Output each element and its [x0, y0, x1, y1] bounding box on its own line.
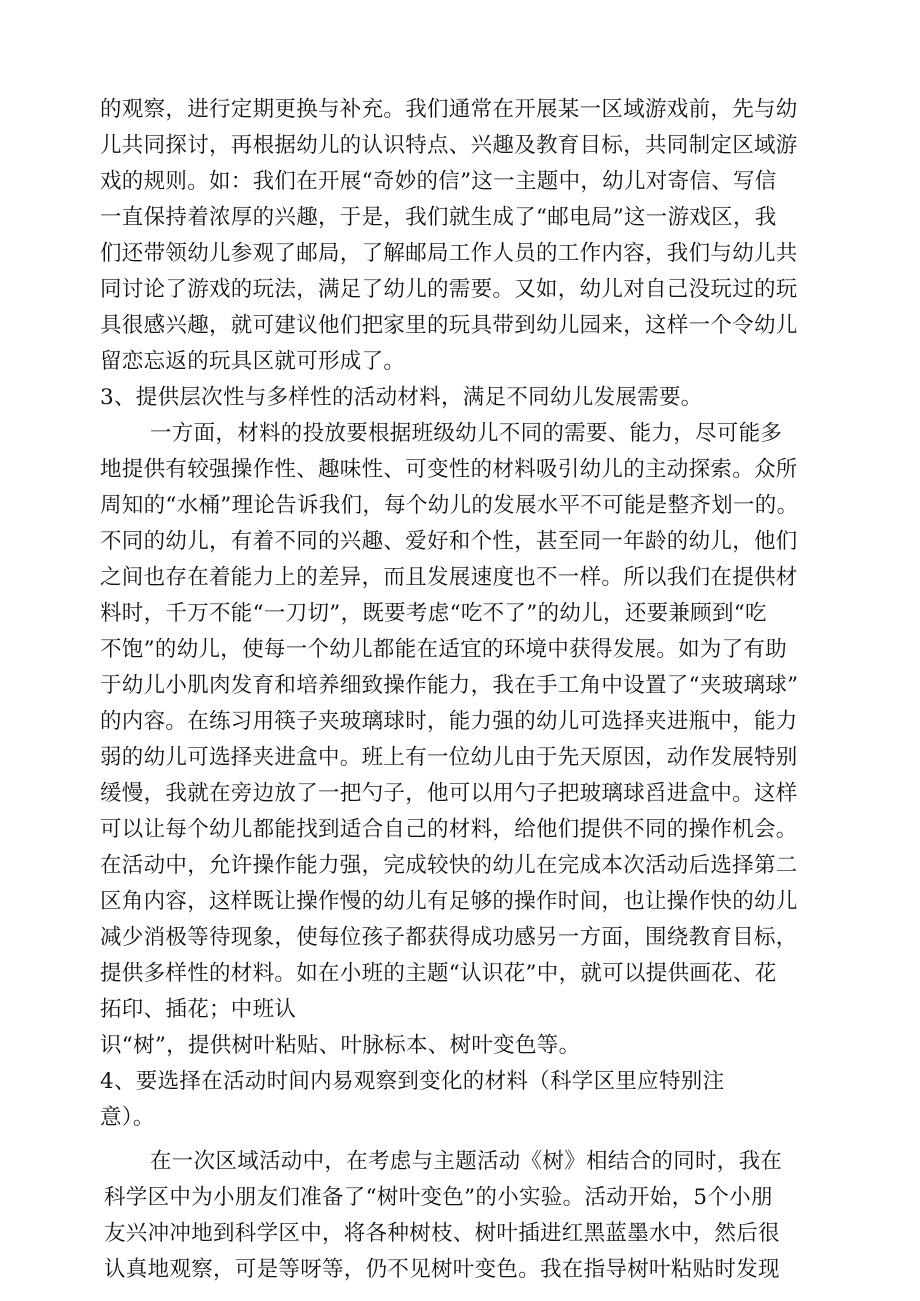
text-line: 不饱”的幼儿，使每一个幼儿都能在适宜的环境中获得发展。如为了有助 — [100, 637, 788, 662]
section-heading: 3、提供层次性与多样性的活动材料，满足不同幼儿发展需要。 — [100, 385, 703, 410]
text-line: 之间也存在着能力上的差异，而且发展速度也不一样。所以我们在提供材 — [100, 565, 798, 590]
text-line: 一直保持着浓厚的兴趣，于是，我们就生成了“邮电局”这一游戏区，我 — [100, 205, 777, 230]
section-heading-continued: 意）。 — [100, 1105, 155, 1130]
text-line: 具很感兴趣，就可建议他们把家里的玩具带到幼儿园来，这样一个令幼儿 — [100, 313, 798, 338]
text-line: 地提供有较强操作性、趣味性、可变性的材料吸引幼儿的主动探索。众所 — [100, 457, 798, 482]
text-line: 科学区中为小朋友们准备了“树叶变色”的小实验。活动开始，5个小朋 — [104, 1185, 773, 1210]
text-line: 缓慢，我就在旁边放了一把勺子，他可以用勺子把玻璃球舀进盒中。这样 — [100, 781, 798, 806]
text-line: 同讨论了游戏的玩法，满足了幼儿的需要。又如，幼儿对自己没玩过的玩 — [100, 277, 798, 302]
text-line: 的内容。在练习用筷子夹玻璃球时，能力强的幼儿可选择夹进瓶中，能力 — [100, 709, 798, 734]
text-line: 的观察，进行定期更换与补充。我们通常在开展某一区域游戏前，先与幼 — [100, 97, 798, 122]
text-line: 留恋忘返的玩具区就可形成了。 — [100, 349, 406, 374]
text-line: 儿共同探讨，再根据幼儿的认识特点、兴趣及教育目标，共同制定区域游 — [100, 133, 798, 158]
text-line: 周知的“水桶”理论告诉我们，每个幼儿的发展水平不可能是整齐划一的。 — [100, 493, 799, 518]
text-line: 可以让每个幼儿都能找到适合自己的材料，给他们提供不同的操作机会。 — [100, 817, 798, 842]
text-line: 认真地观察，可是等呀等，仍不见树叶变色。我在指导树叶粘贴时发现 — [104, 1257, 780, 1282]
text-line: 减少消极等待现象，使每位孩子都获得成功感另一方面，围绕教育目标， — [100, 925, 798, 950]
text-line: 们还带领幼儿参观了邮局，了解邮局工作人员的工作内容，我们与幼儿共 — [100, 241, 798, 266]
text-line: 提供多样性的材料。如在小班的主题“认识花”中，就可以提供画花、花 — [100, 961, 777, 986]
section-heading: 4、要选择在活动时间内易观察到变化的材料（科学区里应特别注 — [100, 1069, 725, 1094]
text-line: 戏的规则。如：我们在开展“奇妙的信”这一主题中，幼儿对寄信、写信 — [100, 169, 777, 194]
text-line: 在一次区域活动中，在考虑与主题活动《树》相结合的同时，我在 — [150, 1149, 783, 1174]
text-line: 弱的幼儿可选择夹进盒中。班上有一位幼儿由于先天原因，动作发展特别 — [100, 745, 798, 770]
text-line: 拓印、插花；中班认 — [100, 997, 297, 1022]
text-line: 料时，千万不能“一刀切”，既要考虑“吃不了”的幼儿，还要兼顾到“吃 — [100, 601, 767, 626]
text-line: 在活动中，允许操作能力强，完成较快的幼儿在完成本次活动后选择第二 — [100, 853, 798, 878]
text-line: 友兴冲冲地到科学区中，将各种树枝、树叶插进红黑蓝墨水中，然后很 — [104, 1221, 780, 1246]
text-line: 于幼儿小肌肉发育和培养细致操作能力，我在手工角中设置了“夹玻璃球” — [100, 673, 799, 698]
text-line: 区角内容，这样既让操作慢的幼儿有足够的操作时间，也让操作快的幼儿 — [100, 889, 798, 914]
text-line: 识“树”，提供树叶粘贴、叶脉标本、树叶变色等。 — [100, 1033, 581, 1058]
text-line: 一方面，材料的投放要根据班级幼儿不同的需要、能力，尽可能多 — [150, 421, 783, 446]
text-line: 不同的幼儿，有着不同的兴趣、爱好和个性，甚至同一年龄的幼儿，他们 — [100, 529, 798, 554]
